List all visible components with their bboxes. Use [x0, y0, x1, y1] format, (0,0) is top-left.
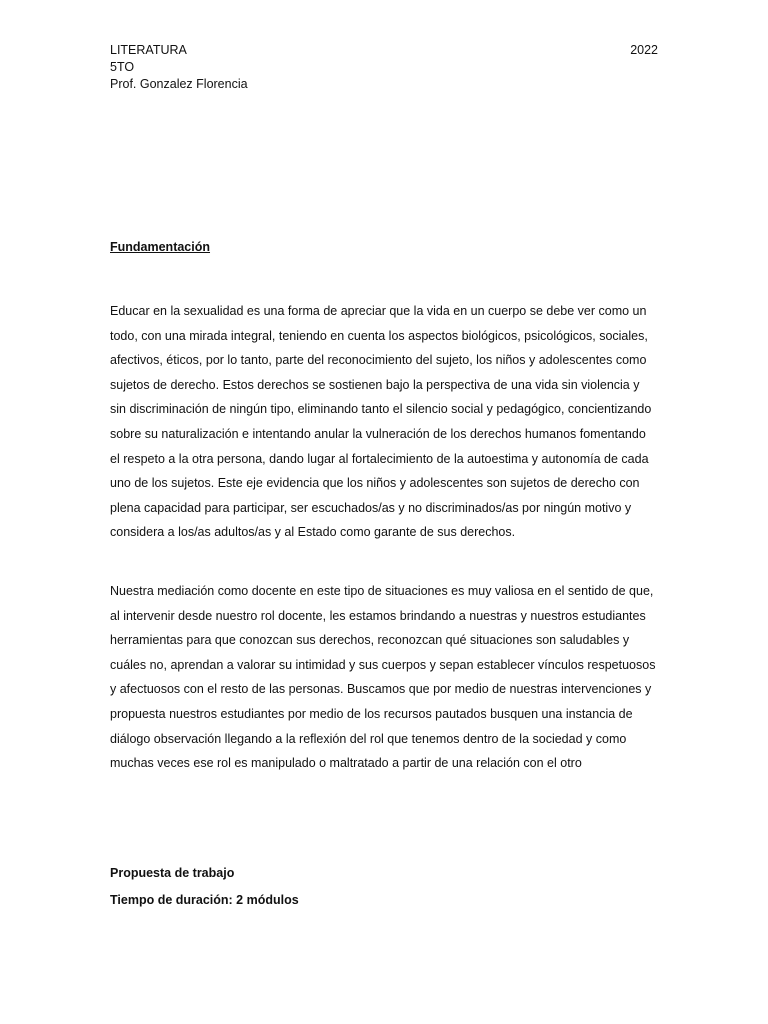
grade-label: 5TO	[110, 60, 135, 74]
subject-label: LITERATURA	[110, 43, 187, 57]
header-info	[110, 42, 658, 93]
year-label: 2022	[630, 43, 658, 57]
paragraph: Nuestra mediación como docente en este tipo de situaciones es muy valiosa en el sentido de que, al intervenir desde nuestro rol docente, les estamos brindando a nuestras y nuestros estudiantes herramientas para que conozcan sus derechos, reconozcan qué situaciones son saludables y cuáles no, aprendan a valorar su intimidad y sus cuerpos y sepan establecer vínculos respetuosos y afectuosos con el resto de las personas. Buscamos que por medio de nuestras intervenciones y propuesta nuestros estudiantes por medio de los recursos pautados busquen una instancia de diálogo observación llegando a la reflexión del rol que tenemos dentro de la sociedad y como muchas veces ese rol es manipulado o maltratado a partir de una relación con el otro	[110, 584, 656, 771]
section-title: Fundamentación	[110, 240, 211, 254]
proposal-title: Propuesta de trabajo	[110, 866, 235, 880]
paragraph: Educar en la sexualidad es una forma de apreciar que la vida en un cuerpo se debe ver como un todo, con una mirada integral, teniendo en cuenta los aspectos biológicos, psicológicos, sociales, afectivos, éticos, por lo tanto, parte del reconocimiento del sujeto, los niños y adolescentes como sujetos de derecho. Estos derechos se sostienen bajo la perspectiva de una vida sin violencia y sin discriminación de ningún tipo, eliminando tanto el silencio social y pedagógico, concientizando sobre su naturalización e intentando anular la vulneración de los derechos humanos fomentando el respeto a la otra persona, dando lugar al fortalecimiento de la autoestima y autonomía de cada uno de los sujetos. Este eje evidencia que los niños y adolescentes son sujetos de derecho con plena capacidad para participar, ser escuchados/as y no discriminados/as por ningún motivo y considera a los/as adultos/as y al Estado como garante de sus derechos.	[110, 304, 652, 540]
teacher-label: Prof. Gonzalez Florencia	[110, 77, 248, 91]
duration-label: Tiempo de duración: 2 módulos	[110, 893, 299, 907]
document-header	[110, 42, 658, 93]
